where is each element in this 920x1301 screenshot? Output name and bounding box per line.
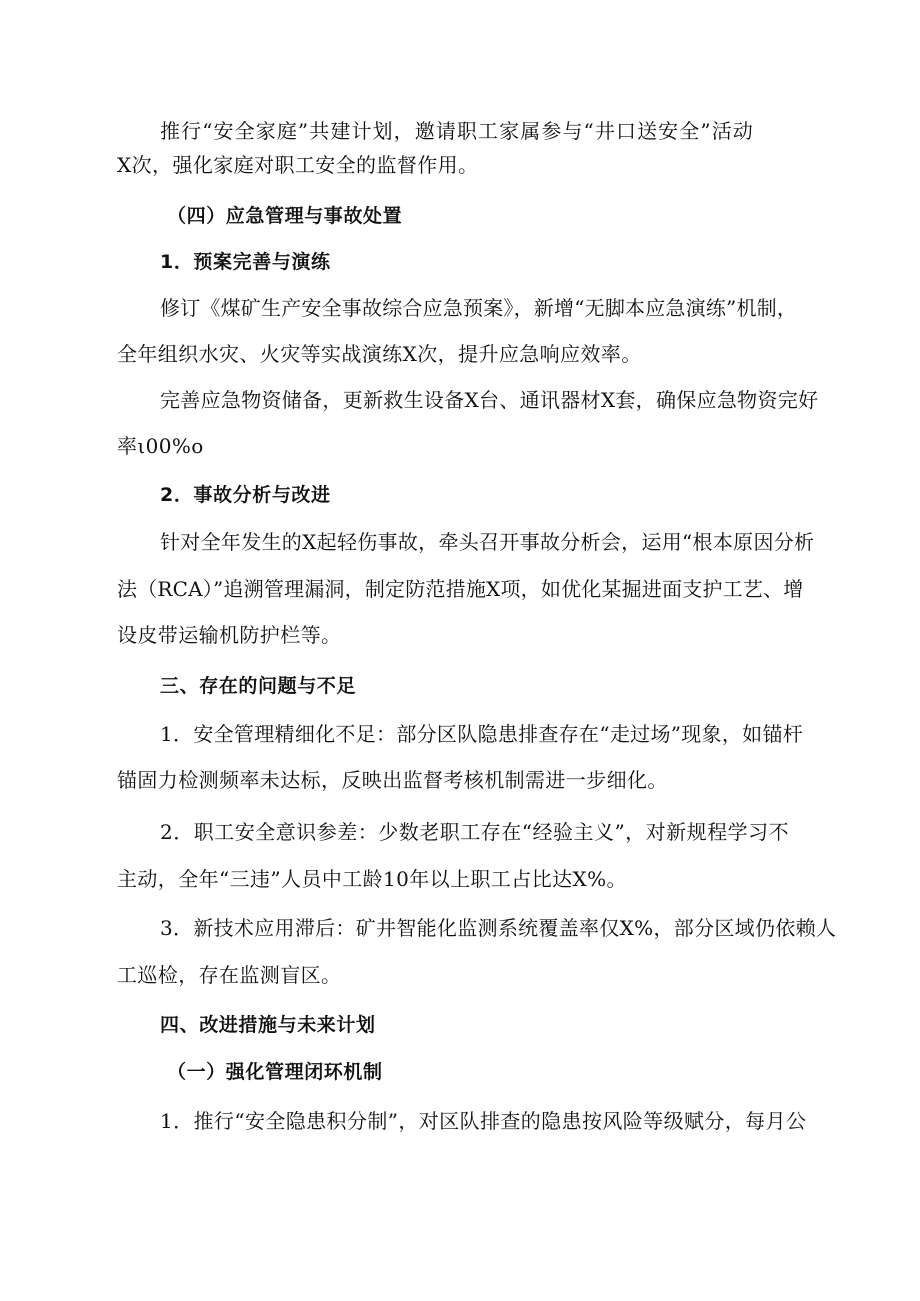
paragraph-line: 锚固力检测频率未达标，反映出监督考核机制需进一步细化。 [117, 768, 668, 792]
paragraph-line: 完善应急物资储备，更新救生设备X台、通讯器材X套，确保应急物资完好 [160, 388, 819, 412]
paragraph-line: 针对全年发生的X起轻伤事故，牵头召开事故分析会，运用“根本原因分析 [160, 530, 815, 554]
paragraph-line: 全年组织水灾、火灾等实战演练X次，提升应急响应效率。 [117, 342, 642, 366]
subsection-heading: 1．预案完善与演练 [160, 251, 331, 273]
paragraph-line: 率ι00%o [117, 434, 204, 458]
paragraph-line: 3．新技术应用滞后：矿井智能化监测系统覆盖率仅X%，部分区域仍依赖人 [160, 916, 837, 940]
section-heading: 四、改进措施与未来计划 [160, 1014, 376, 1036]
paragraph-line: 2．职工安全意识参差：少数老职工存在“经验主义”，对新规程学习不 [160, 820, 790, 844]
section-heading: （四）应急管理与事故处置 [167, 205, 403, 227]
paragraph-line: 法（RCA）”追溯管理漏洞，制定防范措施X项，如优化某掘进面支护工艺、增 [117, 577, 804, 601]
subsection-heading: （一）强化管理闭环机制 [167, 1061, 383, 1083]
paragraph-line: X次，强化家庭对职工安全的监督作用。 [117, 153, 479, 177]
paragraph-line: 修订《煤矿生产安全事故综合应急预案》，新增“无脚本应急演练”机制， [160, 296, 798, 320]
paragraph-line: 推行“安全家庭”共建计划，邀请职工家属参与“井口送安全”活动 [160, 119, 754, 143]
section-heading: 三、存在的问题与不足 [160, 675, 357, 697]
paragraph-line: 设皮带运输机防护栏等。 [117, 623, 342, 647]
paragraph-line: 工巡检，存在监测盲区。 [117, 963, 342, 987]
subsection-heading: 2．事故分析与改进 [160, 484, 331, 506]
paragraph-line: 1．安全管理精细化不足：部分区队隐患排查存在“走过场”现象，如锚杆 [160, 722, 804, 746]
paragraph-line: 1．推行“安全隐患积分制”，对区队排查的隐患按风险等级赋分，每月公 [160, 1109, 807, 1133]
paragraph-line: 主动，全年“三违”人员中工龄10年以上职工占比达X%。 [117, 867, 627, 891]
